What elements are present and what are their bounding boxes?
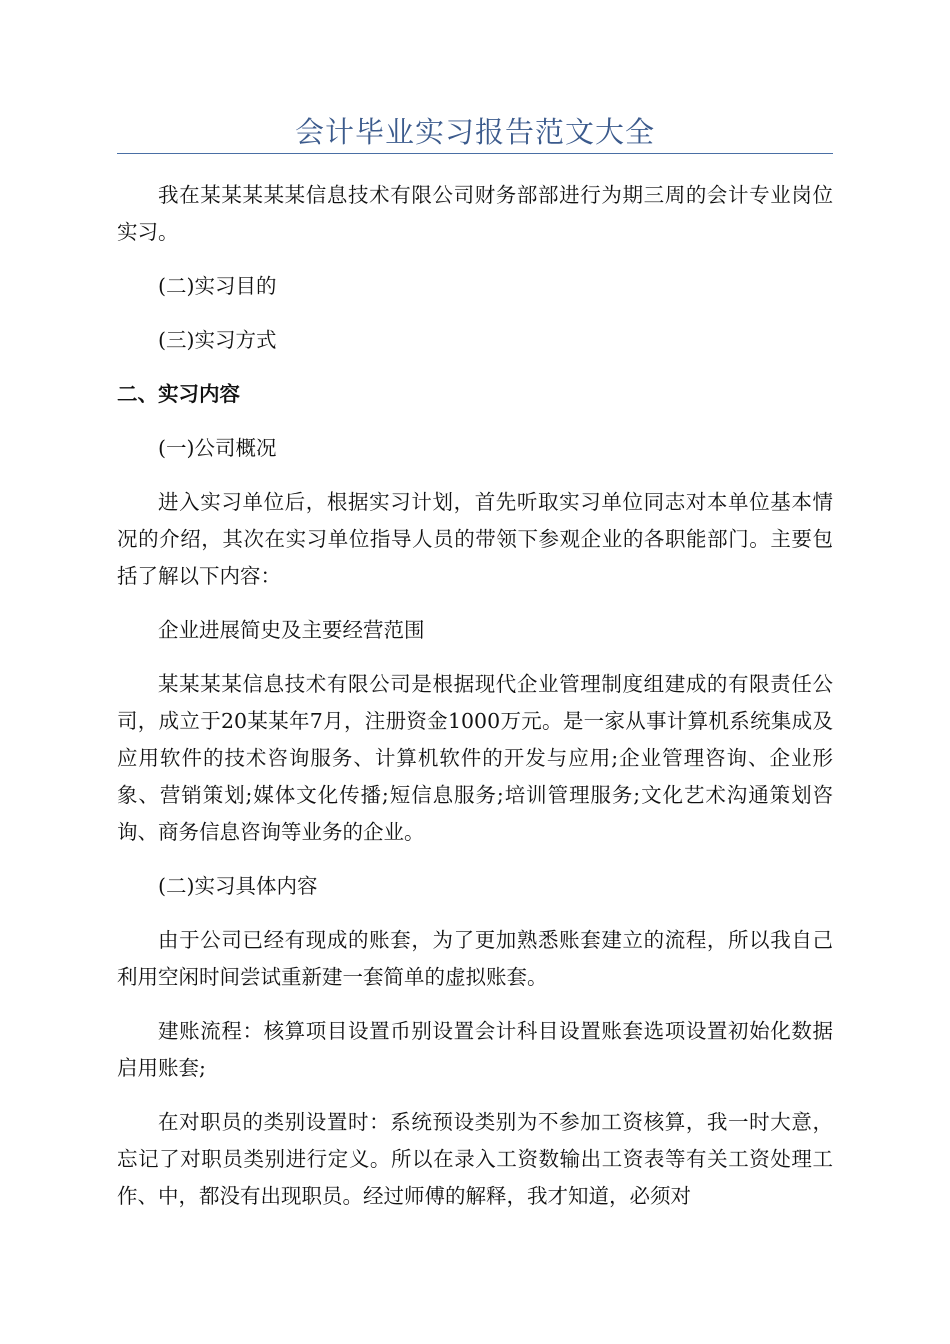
paragraph-company-desc: 某某某某信息技术有限公司是根据现代企业管理制度组建成的有限责任公司，成立于20某某年7月，注册资金1000万元。是一家从事计算机系统集成及应用软件的技术咨询服务、计算机软件的开发与应用;企业管理咨询、企业形象、营销策划;媒体文化传播;短信息服务;培训管理服务;文化艺术沟通策划咨询、商务信息咨询等业务的企业。 xyxy=(117,672,833,844)
paragraph-method: (三)实习方式 xyxy=(158,328,277,352)
paragraph-intro: 我在某某某某某信息技术有限公司财务部部进行为期三周的会计专业岗位实习。 xyxy=(117,183,833,244)
section-heading: 二、实习内容 xyxy=(117,382,240,406)
title-underline xyxy=(117,153,833,154)
paragraph-purpose: (二)实习目的 xyxy=(158,274,277,298)
paragraph-details-heading: (二)实习具体内容 xyxy=(158,874,318,898)
paragraph-entry: 进入实习单位后，根据实习计划，首先听取实习单位同志对本单位基本情况的介绍，其次在实习单位指导人员的带领下参观企业的各职能部门。主要包括了解以下内容： xyxy=(117,490,833,588)
paragraph-account-set: 由于公司已经有现成的账套，为了更加熟悉账套建立的流程，所以我自己利用空闲时间尝试重新建一套简单的虚拟账套。 xyxy=(117,928,833,989)
paragraph-company-overview: (一)公司概况 xyxy=(158,436,277,460)
paragraph-process: 建账流程：核算项目设置币别设置会计科目设置账套选项设置初始化数据启用账套; xyxy=(117,1019,833,1080)
document-body xyxy=(117,177,833,1232)
document-title: 会计毕业实习报告范文大全 xyxy=(294,115,655,149)
paragraph-staff-category: 在对职员的类别设置时：系统预设类别为不参加工资核算，我一时大意，忘记了对职员类别进行定义。所以在录入工资数输出工资表等有关工资处理工作、中，都没有出现职员。经过师傅的解释，我才知道，必须对 xyxy=(117,1110,833,1208)
paragraph-history: 企业进展简史及主要经营范围 xyxy=(158,618,425,642)
